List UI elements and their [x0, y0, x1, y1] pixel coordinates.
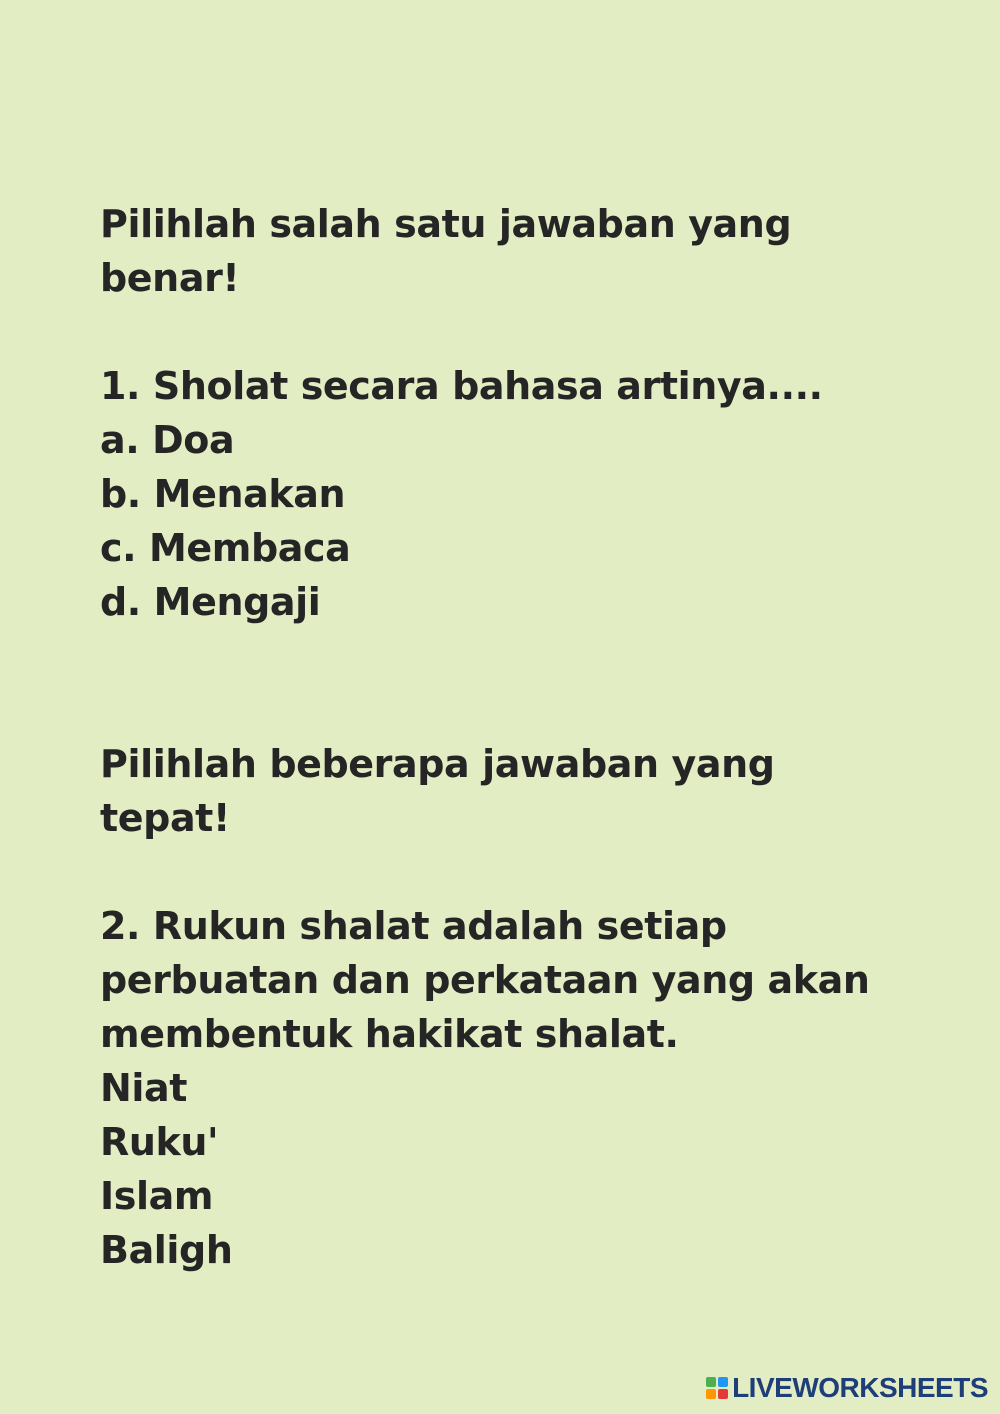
question-2-text-line2: perbuatan dan perkataan yang akan — [100, 958, 870, 1002]
instruction-multiple-choice-line2: tepat! — [100, 796, 230, 840]
logo-square-1 — [706, 1377, 716, 1387]
logo-square-4 — [718, 1389, 728, 1399]
question-2-option-ruku[interactable]: Ruku' — [100, 1120, 219, 1164]
question-1-option-a[interactable]: a. Doa — [100, 418, 235, 462]
instruction-single-choice-line1: Pilihlah salah satu jawaban yang — [100, 202, 792, 246]
instruction-single-choice-line2: benar! — [100, 256, 240, 300]
question-1-text: 1. Sholat secara bahasa artinya.... — [100, 364, 823, 408]
question-1-option-b[interactable]: b. Menakan — [100, 472, 346, 516]
instruction-multiple-choice-line1: Pilihlah beberapa jawaban yang — [100, 742, 775, 786]
logo-square-2 — [718, 1377, 728, 1387]
worksheet-content — [100, 197, 960, 1277]
logo-square-3 — [706, 1389, 716, 1399]
brand-name: LIVEWORKSHEETS — [732, 1372, 988, 1403]
liveworksheets-brand — [706, 1372, 988, 1404]
liveworksheets-logo-icon — [706, 1377, 728, 1399]
question-2-text-line3: membentuk hakikat shalat. — [100, 1012, 679, 1056]
question-2-text-line1: 2. Rukun shalat adalah setiap — [100, 904, 727, 948]
question-2-option-baligh[interactable]: Baligh — [100, 1228, 233, 1272]
question-1-option-d[interactable]: d. Mengaji — [100, 580, 321, 624]
question-2-option-niat[interactable]: Niat — [100, 1066, 188, 1110]
question-2-option-islam[interactable]: Islam — [100, 1174, 214, 1218]
question-1-option-c[interactable]: c. Membaca — [100, 526, 351, 570]
